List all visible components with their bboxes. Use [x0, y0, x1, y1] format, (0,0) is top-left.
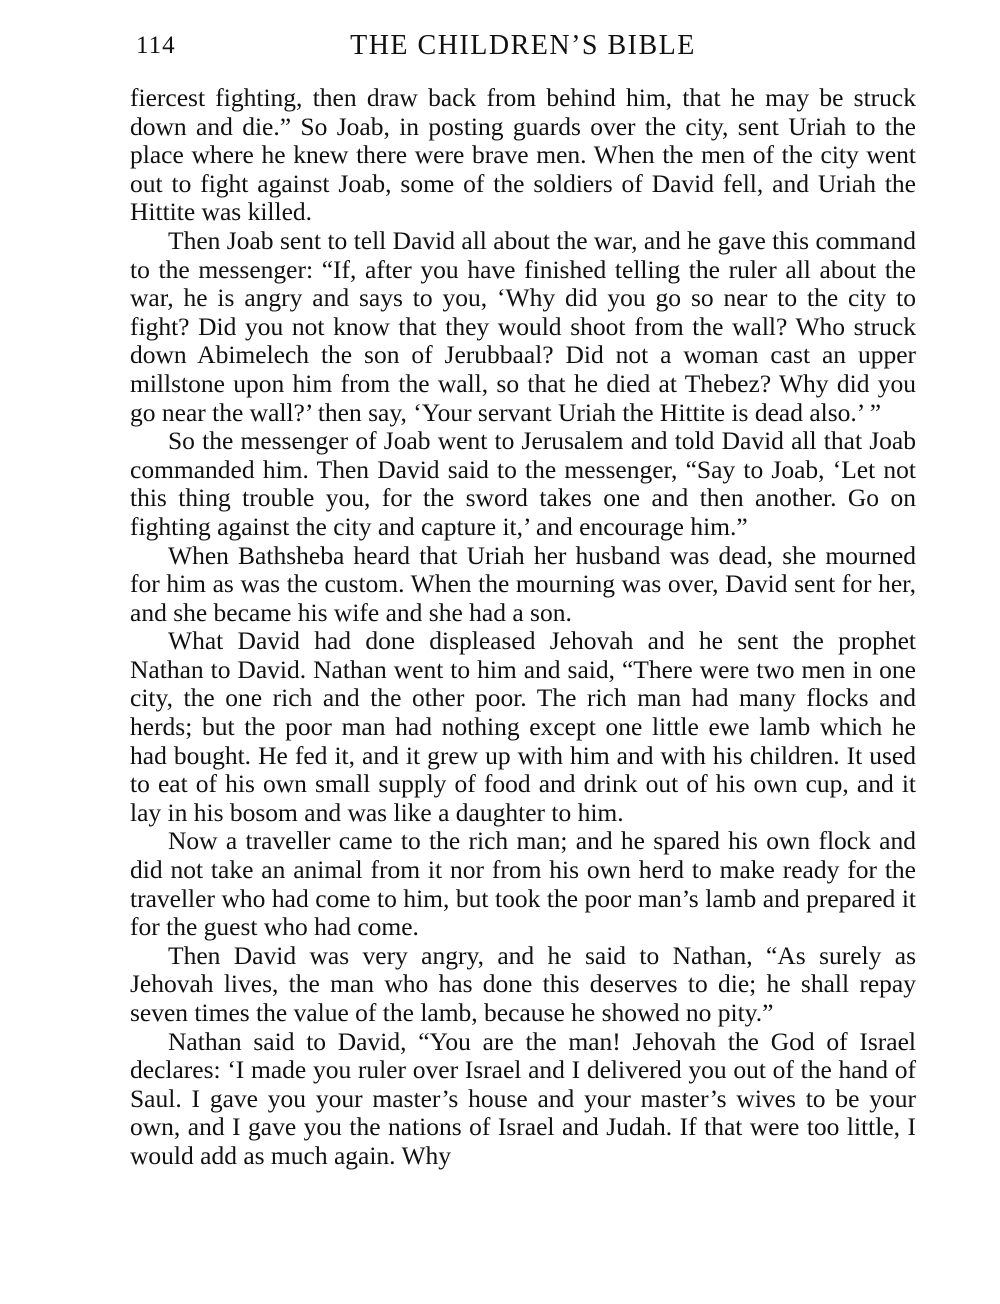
paragraph-david-reply: So the messenger of Joab went to Jerusalem and told David all that Joab commanded him. Then David said to the messenger, “Say to Joab, ‘Let not this thing trouble you, for the sword takes one and then another. Go on fighting against the city and capture it,’ and encourage him.”: [130, 426, 916, 541]
paragraph-continued: fiercest fighting, then draw back from behind him, that he may be struck down and die.” So Joab, in posting guards over the city, sent Uriah to the place where he knew there were brave men. When the men of the city went out to fight against Joab, some of the soldiers of David fell, and Uriah the Hittite was killed.: [130, 83, 916, 227]
page-number: 114: [136, 32, 176, 59]
paragraph-you-are-the-man: Nathan said to David, “You are the man! Jehovah the God of Israel declares: ‘I made you ruler over Israel and I delivered you out of the hand of Saul. I gave you your master’s house and your master’s wives to be your own, and I gave you the nations of Israel and Judah. If that were too little, I would add as much again. Why: [130, 1026, 916, 1170]
paragraph-joab-message: Then Joab sent to tell David all about the war, and he gave this command to the messenger: “If, after you have finished telling the ruler all about the war, he is angry and says to you, ‘Why did you go so near to the city to fight? Did you not know that they would shoot from the wall? Who struck down Abimelech the son of Jerubbaal? Did not a woman cast an upper millstone upon him from the wall, so that he died at Thebez? Why did you go near the wall?’ then say, ‘Your servant Uriah the Hittite is dead also.’ ”: [130, 225, 916, 427]
paragraph-traveller: Now a traveller came to the rich man; and he spared his own flock and did not take an animal from it nor from his own herd to make ready for the traveller who had come to him, but took the poor man’s lamb and prepared it for the guest who had come.: [130, 826, 916, 942]
paragraph-david-angry: Then David was very angry, and he said to Nathan, “As surely as Jehovah lives, the man who has done this deserves to die; he shall repay seven times the value of the lamb, because he showed no pity.”: [130, 940, 916, 1027]
running-head: [130, 30, 916, 66]
body-text: [130, 84, 916, 1171]
book-title: THE CHILDREN’S BIBLE: [350, 30, 696, 61]
paragraph-nathan-parable: What David had done displeased Jehovah and he sent the prophet Nathan to David. Nathan went to him and said, “There were two men in one city, the one rich and the other poor. The rich man had many flocks and herds; but the poor man had nothing except one little ewe lamb which he had bought. He fed it, and it grew up with him and with his children. It used to eat of his own small supply of food and drink out of his own cup, and it lay in his bosom and was like a daughter to him.: [130, 626, 916, 827]
paragraph-bathsheba: When Bathsheba heard that Uriah her husband was dead, she mourned for him as was the custom. When the mourning was over, David sent for her, and she became his wife and she had a son.: [130, 540, 916, 627]
